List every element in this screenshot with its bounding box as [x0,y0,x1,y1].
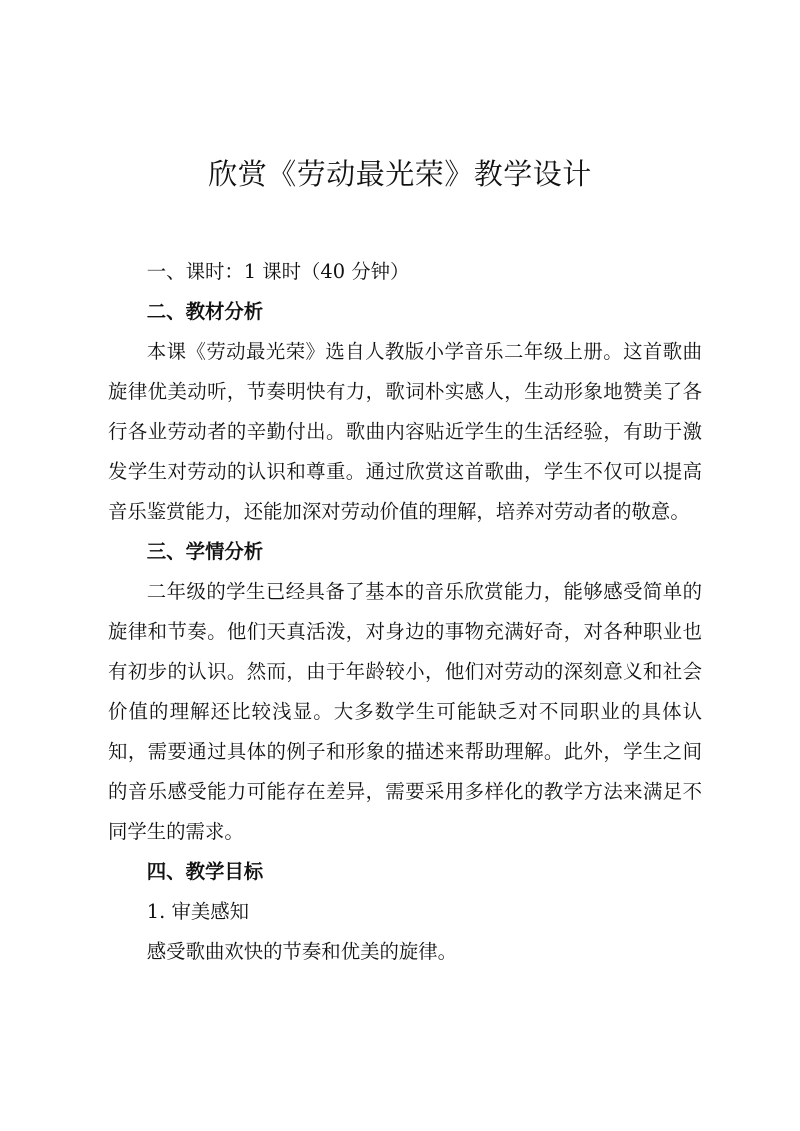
goal-text-aesthetic: 感受歌曲欢快的节奏和优美的旋律。 [146,940,458,963]
section-heading-student-analysis: 三、学情分析 [146,540,264,563]
section-text-textbook-analysis: 本课《劳动最光荣》选自人教版小学音乐二年级上册。这首歌曲旋律优美动听，节奏明快有力，歌词朴实感人，生动形象地赞美了各行各业劳动者的辛勤付出。歌曲内容贴近学生的生活经验，有助于激发学生对劳动的认识和尊重。通过欣赏这首歌曲，学生不仅可以提高音乐鉴赏能力，还能加深对劳动价值的理解，培养对劳动者的敬意。 [108,340,702,523]
document-title: 欣赏《劳动最光荣》教学设计 [208,157,592,191]
section-text-student-analysis: 二年级的学生已经具备了基本的音乐欣赏能力，能够感受简单的旋律和节奏。他们天真活泼，对身边的事物充满好奇，对各种职业也有初步的认识。然而，由于年龄较小，他们对劳动的深刻意义和社会价值的理解还比较浅显。大多数学生可能缺乏对不同职业的具体认知，需要通过具体的例子和形象的描述来帮助理解。此外，学生之间的音乐感受能力可能存在差异，需要采用多样化的教学方法来满足不同学生的需求。 [108,580,702,843]
goal-subheading-aesthetic: 1. 审美感知 [146,900,250,923]
section-heading-textbook-analysis: 二、教材分析 [146,300,264,323]
document-body [108,252,702,972]
class-hours-line: 一、课时：1 课时（40 分钟） [146,260,410,283]
section-heading-teaching-goals: 四、教学目标 [146,860,264,883]
